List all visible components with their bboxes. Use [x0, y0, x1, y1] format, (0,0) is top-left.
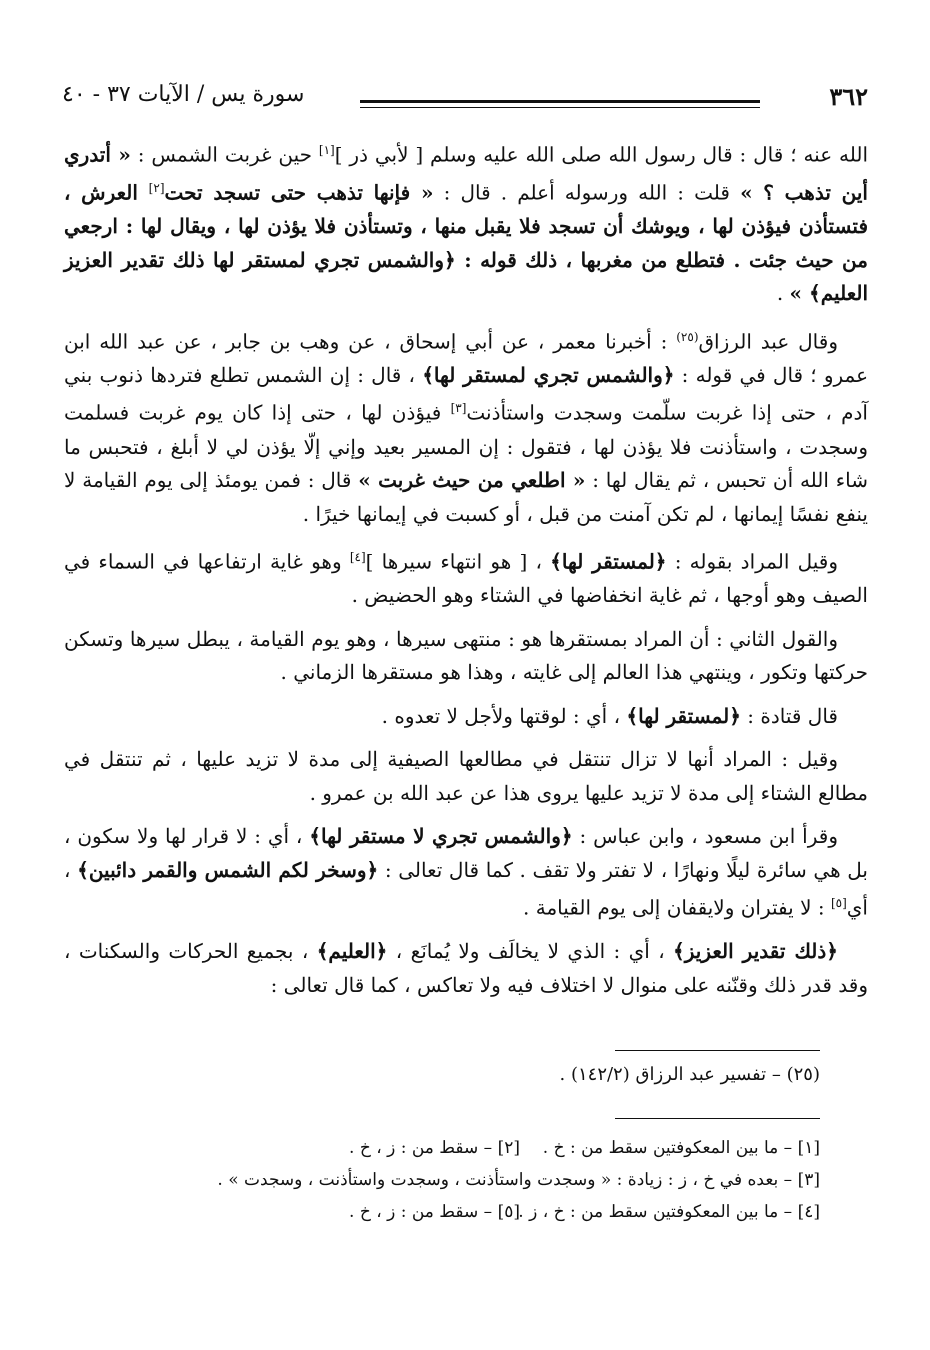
footnote-marker: [٤]: [349, 550, 366, 565]
quoted-text: ﴿والشمس تجري لا مستقر لها﴾: [309, 824, 573, 849]
text-run: قلت : الله ورسوله أعلم . قال :: [433, 180, 741, 205]
text-run: وقال عبد الرزاق: [698, 329, 838, 354]
paragraph: [64, 321, 868, 531]
footnote: [٤] – ما بين المعكوفتين سقط من : خ ، ز .: [518, 1202, 820, 1222]
footnote-row: [64, 1132, 820, 1164]
footnote-marker: [٥]: [830, 896, 847, 911]
text-run: وقيل المراد بقوله :: [666, 549, 838, 574]
footnote-row: [64, 1164, 820, 1196]
paragraph: [64, 935, 868, 1002]
quoted-text: ﴿لمستقر لها﴾: [550, 549, 667, 574]
text-run: قال : فمن يومئذ إلى يوم القيامة لا ينفع نفسًا إيمانها ، لم تكن آمنت من قبل ، أو كسبت في إيمانها خيرًا .: [64, 468, 868, 526]
footnote-separator: [615, 1118, 820, 1119]
running-title: سورة يس / الآيات ٣٧ - ٤٠: [62, 82, 305, 107]
header-rule: [360, 100, 760, 108]
text-run: فيؤذن لها ، حتى إذا كان يوم غربت فسلمت وسجدت ، واستأذنت فلا يؤذن لها ، فتقول : إن المسير بعيد وإني إلّا يؤذن لي لا أبلغ ، فتحبس ما شاء الله أن تحبس ، ثم يقال لها :: [64, 401, 868, 493]
text-run: قال قتادة :: [740, 703, 838, 728]
text-run: ، أي : لوقتها ولأجل لا تعدوه .: [381, 703, 627, 728]
footnote-marker: [٣]: [450, 401, 467, 416]
quoted-text: العرش ، فتستأذن فيؤذن لها ، ويوشك أن تسجد فلا يقبل منها ، وتستأذن فلا يؤذن لها ، ويقال لها : ارجعي من حيث جئت . فتطلع من مغربها ، ذلك قوله : ﴿والشمس تجري لمستقر لها ذلك تقدير العزيز العليم﴾ »: [64, 180, 868, 306]
text-run: ، [ هو انتهاء سيرها ]: [365, 549, 551, 574]
text-run: وقرأ ابن مسعود ، وابن عباس :: [572, 824, 838, 849]
main-text: [64, 134, 868, 1012]
text-run: .: [776, 281, 790, 306]
footnote: [٥] – سقط من : ز ، خ .: [349, 1202, 520, 1222]
paragraph: [64, 134, 868, 311]
text-run: وقيل : المراد أنها لا تزال تنتقل في مطالعها الصيفية إلى مدة لا تزيد عليها ، ثم تنتقل في مطالع الشتاء إلى مدة لا تزيد عليها يروى هذا عن عبد الله بن عمرو .: [64, 747, 868, 805]
page-number: ٣٦٢: [829, 82, 868, 111]
quoted-text: ﴿لمستقر لها﴾: [626, 703, 741, 728]
footnote-separator: [615, 1050, 820, 1051]
text-run: وهو غاية ارتفاعها في السماء في الصيف وهو أوجها ، ثم غاية انخفاضها في الشتاء وهو الحضيض .: [64, 549, 868, 608]
paragraph: [64, 820, 868, 925]
source-footnote: (٢٥) – تفسير عبد الرزاق (١٤٢/٢) .: [559, 1064, 820, 1085]
text-run: ، بجميع الحركات والسكنات ، وقد قدر ذلك وقنّنه على منوال لا اختلاف فيه ولا تعاكس ، كما قال تعالى :: [64, 939, 868, 997]
text-run: ، أي : الذي لا يخالَف ولا يُمانَع ،: [387, 939, 674, 964]
quoted-text: « أتدري أين تذهب ؟ »: [64, 142, 868, 205]
footnote-row: [64, 1196, 820, 1228]
quoted-text: ﴿ذلك تقدير العزيز﴾: [673, 939, 839, 964]
text-run: ، أي: [64, 857, 868, 920]
quoted-text: ﴿العليم﴾: [316, 939, 388, 964]
text-run: : أخبرنا معمر ، عن أبي إسحاق ، عن وهب بن جابر ، عن عبد الله ابن عمرو ؛ قال في قوله :: [64, 329, 869, 387]
quoted-text: ﴿والشمس تجري لمستقر لها﴾: [422, 362, 675, 387]
quoted-text: « فإنها تذهب حتى تسجد تحت: [164, 180, 434, 205]
paragraph: [64, 623, 868, 690]
footnote: [٣] – بعده في خ ، ز : زيادة : « وسجدت واستأذنت ، وسجدت واستأذنت ، وسجدت » .: [217, 1170, 820, 1190]
quoted-text: ﴿وسخر لكم الشمس والقمر دائبين﴾: [77, 857, 379, 882]
footnote-marker: [٢]: [148, 181, 165, 196]
text-run: ، قال : إن الشمس تطلع فتردها ذنوب بني آدم ، حتى إذا غربت سلّمت وسجدت واستأذنت: [64, 362, 868, 426]
quoted-text: « اطلعي من حيث غربت »: [358, 468, 586, 493]
text-run: حين غربت الشمس :: [130, 142, 319, 167]
footnote: [١] – ما بين المعكوفتين سقط من : خ .: [542, 1138, 820, 1158]
footnote-marker: [١]: [318, 143, 335, 157]
text-run: والقول الثاني : أن المراد بمستقرها هو : منتهى سيرها ، وهو يوم القيامة ، يبطل سيرها وتسكن حركتها وتكور ، وينتهي هذا العالم إلى غايته ، وهذا هو مستقرها الزماني .: [64, 626, 868, 685]
footnote-marker: (٢٥): [676, 329, 699, 344]
paragraph: [64, 700, 868, 734]
text-run: : لا يفتران ولايقفان إلى يوم القيامة .: [523, 895, 831, 920]
text-run: الله عنه ؛ قال : قال رسول الله صلى الله عليه وسلم [ لأبي ذر ]: [334, 142, 868, 167]
footnote: [٢] – سقط من : ز ، خ .: [349, 1138, 520, 1158]
text-run: ، أي : لا قرار لها ولا سكون ، بل هي سائرة ليلًا ونهارًا ، لا تفتر ولا تقف . كما قال تعالى :: [64, 824, 868, 882]
paragraph: [64, 541, 868, 613]
paragraph: [64, 743, 868, 810]
page-header: [62, 78, 868, 118]
footnote-list: [64, 1132, 820, 1228]
